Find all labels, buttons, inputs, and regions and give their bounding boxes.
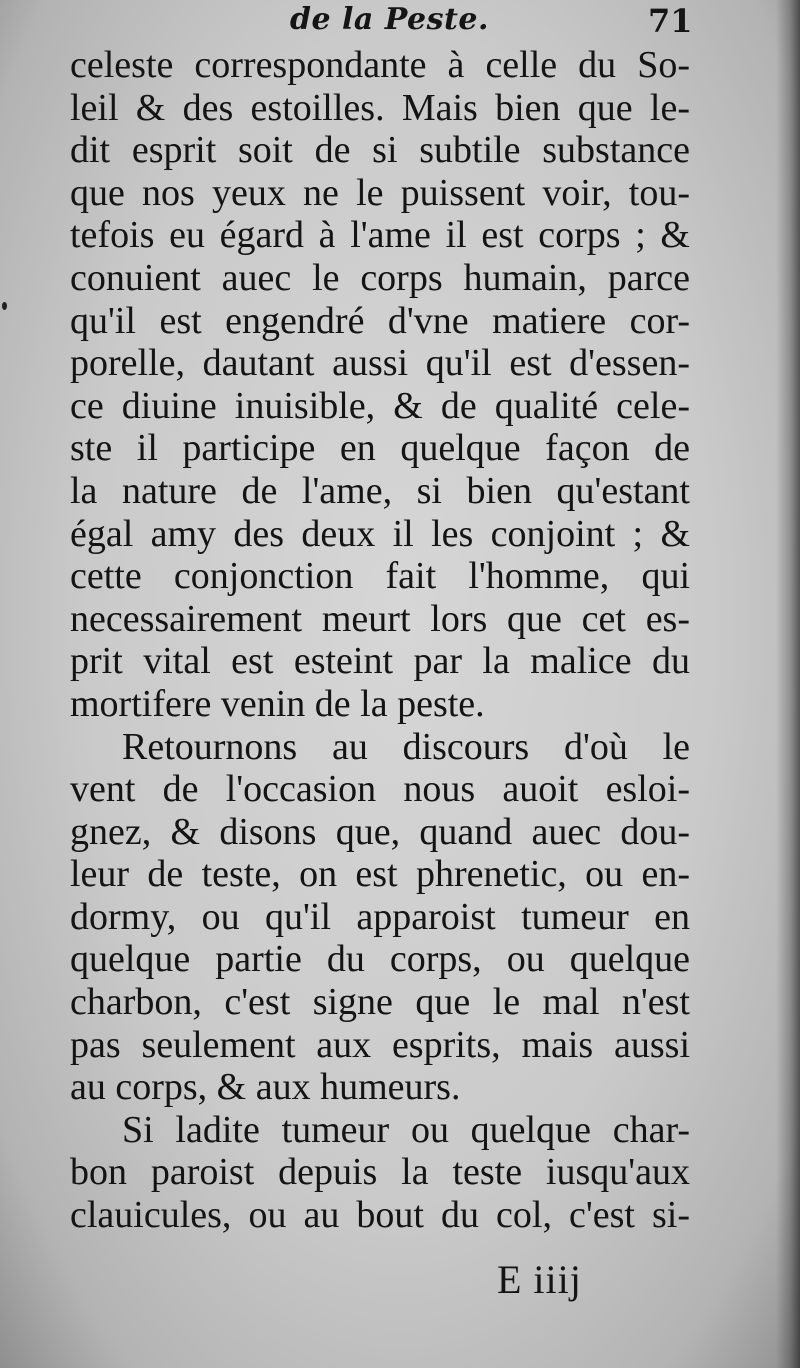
text-line: leil & des estoilles. Mais bien que le- bbox=[70, 86, 690, 129]
text-line: bon paroist depuis la teste iusqu'aux bbox=[70, 1151, 690, 1194]
text-line: tefois eu égard à l'ame il est corps ; & bbox=[70, 214, 690, 257]
text-line: mortifere venin de la peste. bbox=[70, 682, 485, 725]
page-edge-shadow bbox=[776, 0, 800, 1368]
page-header bbox=[0, 0, 800, 40]
text-line: clauicules, ou au bout du col, c'est si- bbox=[70, 1194, 690, 1237]
text-line: cette conjonction fait l'homme, qui bbox=[70, 555, 690, 598]
text-line: ce diuine inuisible, & de qualité cele- bbox=[70, 384, 690, 427]
text-line: vent de l'occasion nous auoit esloi- bbox=[70, 768, 690, 811]
text-line: dormy, ou qu'il apparoist tumeur en bbox=[70, 895, 690, 938]
text-line: Retournons au discours d'où le bbox=[122, 725, 690, 768]
text-line: quelque partie du corps, ou quelque bbox=[70, 938, 690, 981]
text-line: porelle, dautant aussi qu'il est d'essen- bbox=[70, 342, 690, 385]
text-line: charbon, c'est signe que le mal n'est bbox=[70, 981, 690, 1024]
text-line: au corps, & aux humeurs. bbox=[70, 1066, 461, 1109]
text-line: la nature de l'ame, si bien qu'estant bbox=[70, 469, 690, 512]
page-number: 71 bbox=[648, 2, 693, 40]
text-line: pas seulement aux esprits, mais aussi bbox=[70, 1023, 690, 1066]
text-line: qu'il est engendré d'vne matiere cor- bbox=[70, 299, 690, 342]
text-line: Si ladite tumeur ou quelque char- bbox=[122, 1108, 690, 1151]
text-line: celeste correspondante à celle du So- bbox=[70, 44, 690, 86]
text-line: égal amy des deux il les conjoint ; & bbox=[70, 512, 690, 555]
text-line: necessairement meurt lors que cet es- bbox=[70, 597, 690, 640]
text-line: prit vital est esteint par la malice du bbox=[70, 640, 690, 683]
signature-mark: E iiij bbox=[497, 1257, 582, 1302]
text-line: conuient auec le corps humain, parce bbox=[70, 256, 690, 299]
text-line: gnez, & disons que, quand auec dou- bbox=[70, 810, 690, 853]
ink-speck bbox=[2, 302, 7, 310]
text-line: que nos yeux ne le puissent voir, tou- bbox=[70, 171, 690, 214]
running-title: de la Peste. bbox=[290, 2, 489, 37]
body-text bbox=[70, 44, 690, 1237]
text-line: ste il participe en quelque façon de bbox=[70, 427, 690, 470]
text-line: dit esprit soit de si subtile substance bbox=[70, 129, 690, 172]
text-line: leur de teste, on est phrenetic, ou en- bbox=[70, 853, 690, 896]
